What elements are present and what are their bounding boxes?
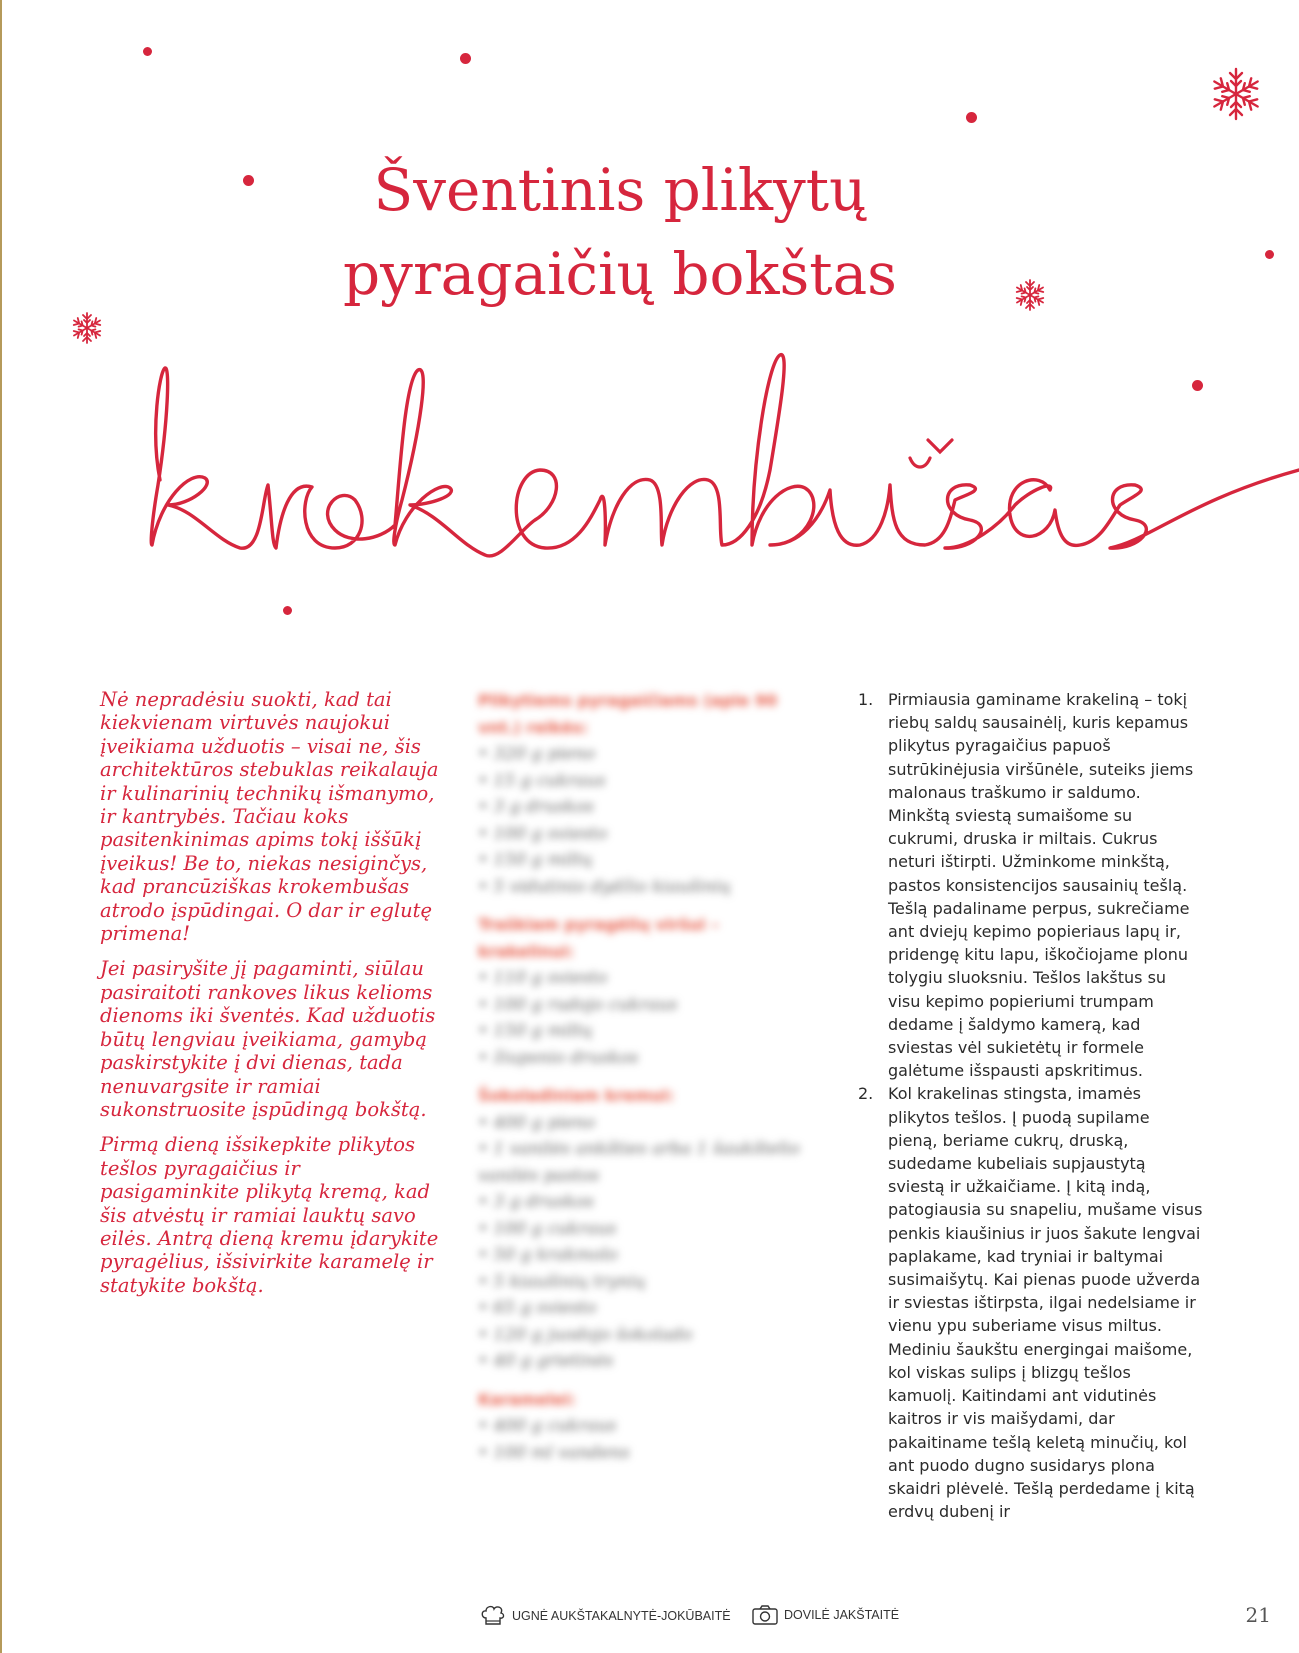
intro-text bbox=[100, 688, 445, 1309]
ingredient-item: • 65 g sviesto bbox=[478, 1298, 597, 1318]
ingredient-item: • 400 g pieno bbox=[478, 1112, 596, 1133]
ingredient-group-heading: Traškiam pyragėlių viršui – krakelinui: bbox=[478, 915, 720, 961]
decor-dot bbox=[460, 53, 471, 64]
ingredient-item: • 110 g sviesto bbox=[478, 968, 608, 988]
ingredient-group bbox=[478, 1387, 808, 1467]
ingredient-item: • 100 g rudojo cukraus bbox=[478, 994, 678, 1015]
ingredient-item: • 320 g pieno bbox=[478, 744, 596, 764]
camera-icon bbox=[752, 1605, 778, 1625]
snowflake-icon bbox=[1208, 66, 1264, 122]
instruction-step bbox=[858, 1082, 1203, 1523]
ingredient-item: • 150 g miltų bbox=[478, 1021, 593, 1041]
decor-dot bbox=[143, 47, 152, 56]
author-credit bbox=[480, 1605, 731, 1627]
page-title bbox=[210, 148, 1030, 316]
ingredient-item: • žiupsnio druskos bbox=[478, 1047, 639, 1068]
ingredient-item: • 15 g cukraus bbox=[478, 770, 606, 791]
ingredient-group-heading: Karamelei: bbox=[478, 1389, 576, 1409]
page-footer bbox=[0, 1605, 1299, 1635]
intro-paragraph: Nė nepradėsiu suokti, kad tai kiekvienam virtuvės naujokui įveikiama užduotis – visai ne, šis architektūros stebuklas reikalauja ir kulinarinių technikų išmanymo, ir kantrybės. Tačiau koks pasitenkinimas apims tokį iššūkį įveikus! Be to, niekas nesiginčys, kad prancūziškas krokembušas atrodo įspūdingai. O dar ir eglutę primena! bbox=[100, 688, 439, 946]
photographer-name: DOVILĖ JAKŠTAITĖ bbox=[784, 1608, 900, 1622]
ingredient-item: • 150 g miltų bbox=[478, 850, 593, 870]
photographer-credit bbox=[752, 1605, 899, 1625]
author-name: UGNĖ AUKŠTAKALNYTĖ-JOKŪBAITĖ bbox=[512, 1609, 731, 1623]
ingredient-item: • 100 g sviesto bbox=[478, 823, 608, 844]
ingredient-item: • 40 g grietinės bbox=[478, 1351, 614, 1371]
ingredient-group-heading: Šokoladiniam kremui: bbox=[478, 1086, 675, 1105]
decor-dot bbox=[283, 606, 292, 615]
ingredient-item: • 3 g druskos bbox=[478, 797, 594, 817]
title-line-1: Šventinis plikytų bbox=[373, 156, 867, 224]
ingredient-group-heading: Plikytiems pyragaičiams (apie 90 vnt.) reikės: bbox=[478, 691, 778, 737]
ingredient-group bbox=[478, 1083, 808, 1375]
ingredient-item: • 50 g krakmolo bbox=[478, 1245, 618, 1265]
step-number: 1. bbox=[858, 690, 874, 709]
page-edge-line bbox=[0, 0, 2, 1653]
ingredient-item: • 100 ml vandens bbox=[478, 1442, 630, 1463]
page-number: 21 bbox=[1245, 1603, 1271, 1627]
chef-hat-icon bbox=[480, 1605, 506, 1627]
intro-paragraph: Pirmą dieną išsikepkite plikytos tešlos pyragaičius ir pasigaminkite plikytą kremą, kad šis atvėstų ir ramiai lauktų savo eilės. Antrą dieną kremu įdarykite pyragėlius, išsivirkite karamelę ir statykite bokštą. bbox=[100, 1133, 439, 1297]
ingredient-item: • 400 g cukraus bbox=[478, 1416, 617, 1436]
decor-dot bbox=[966, 112, 977, 123]
step-text: Kol krakelinas stingsta, imamės plikytos tešlos. Į puodą supilame pieną, beriame cukrų, druską, sudedame kubeliais supjaustytą sviestą ir užkaičiame. Į kitą indą, patogiausia su snapeliu, mušame visus penkis kiaušinius ir juos šakute lengvai paplakame, kad tryniai ir baltymai susimaišytų. Kai pienas puode užverda ir sviestas ištirpsta, ilgai nedelsiame ir vienu ypu suberiame visus miltus. Mediniu šaukštu energingai maišome, kol viskas sulips į blizgų tešlos kamuolį. Kaitindami ant vidutinės kaitros ir vis maišydami, dar pakaitiname tešlą keletą minučių, kol ant puodo dugno susidarys plona skaidri plėvelė. Tešlą perdedame į kitą erdvų dubenį ir bbox=[888, 1084, 1203, 1522]
ingredient-item: • 100 g cukraus bbox=[478, 1218, 617, 1239]
intro-paragraph: Jei pasiryšite jį pagaminti, siūlau pasiraitoti rankoves likus kelioms dienoms iki šventės. Kad užduotis būtų lengviau įveikiama, gamybą paskirstykite į dvi dienas, tada nenuvargsite ir ramiai sukonstruosite įspūdingą bokštą. bbox=[100, 957, 436, 1121]
ingredient-item: • 3 g druskos bbox=[478, 1192, 594, 1212]
title-line-2: pyragaičių bokštas bbox=[343, 240, 897, 308]
ingredient-item: • 1 vanilės ankšties arba 1 šaukštelio vanilės pastos bbox=[478, 1139, 800, 1186]
instructions-list bbox=[858, 688, 1203, 1523]
step-text: Pirmiausia gaminame krakeliną – tokį riebų saldų sausainėlį, kuris kepamus plikytus pyragaičius papuoš sutrūkinėjusia viršūnėle, suteiks jiems malonaus traškumo ir saldumo. Minkštą sviestą sumaišome su cukrumi, druska ir miltais. Cukrus neturi ištirpti. Užminkome minkštą, pastos konsistencijos sausainių tešlą. Tešlą padaliname perpus, sukrečiame ant dviejų kepimo popieriaus lapų ir, pridengę kitu lapu, iškočiojame plonu tolygiu sluoksniu. Tešlos lakštus su visu kepimo popieriumi trumpam dedame į šaldymo kamerą, kad sviestas vėl sukietėtų ir formele galėtume išspausti apskritimus. bbox=[888, 690, 1194, 1081]
step-number: 2. bbox=[858, 1084, 874, 1104]
ingredients-list bbox=[478, 688, 808, 1478]
decor-dot bbox=[1265, 250, 1274, 259]
ingredient-item: • 120 g juodojo šokolado bbox=[478, 1324, 693, 1345]
script-lettering-graphic bbox=[0, 340, 1299, 600]
script-heading bbox=[0, 340, 1299, 600]
ingredient-group bbox=[478, 912, 808, 1071]
instruction-step bbox=[858, 688, 1203, 1082]
ingredient-item: • 5 vidutinio dydžio kiaušinių bbox=[478, 876, 731, 897]
ingredient-group bbox=[478, 688, 808, 900]
ingredient-item: • 5 kiaušinių trynių bbox=[478, 1271, 646, 1292]
